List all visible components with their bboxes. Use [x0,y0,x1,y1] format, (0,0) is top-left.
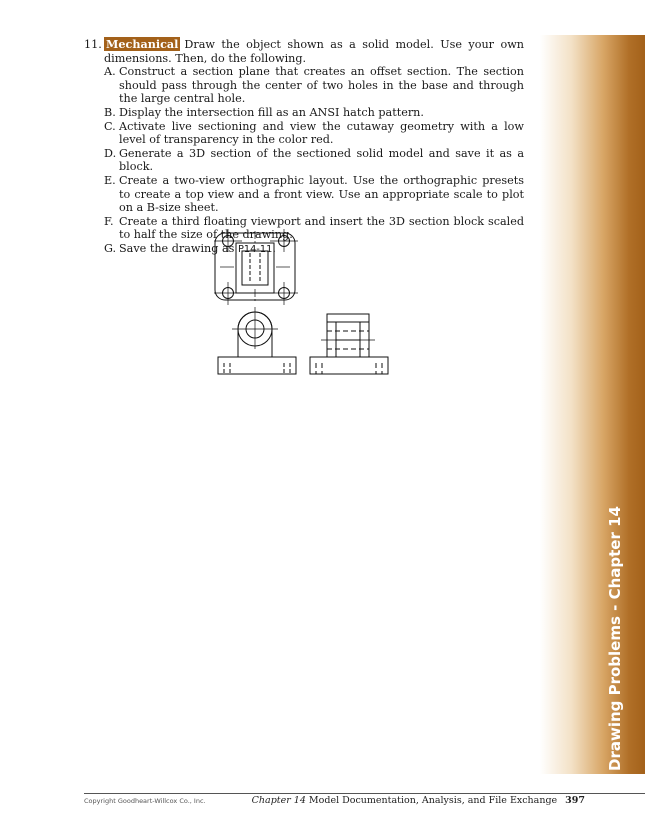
side-view [310,314,388,374]
step-d [84,147,524,174]
problem-intro: Draw the object shown as a solid model. Use your own dimensions. Then, do the following. [104,38,524,65]
step-a [84,65,524,106]
step-text: Display the intersection fill as an ANSI hatch pattern. [119,105,424,119]
boss-outline [242,251,268,285]
copyright-notice: Copyright Goodheart-Willcox Co., Inc. [84,797,206,805]
step-e [84,174,524,215]
step-text-end: . [272,241,276,255]
chapter-sidebar [540,35,645,774]
page-number: 397 [565,795,585,806]
problem-number: 11. [84,38,102,51]
step-letter: B. [104,105,116,119]
step-letter: D. [104,146,117,160]
problem-intro-block [104,38,524,65]
step-letter: G. [104,241,117,255]
problem-11 [84,38,524,257]
step-c [84,120,524,147]
centerlines [214,229,298,305]
chapter-label: Chapter 14 [251,795,306,806]
step-text: Save the drawing as [119,241,238,255]
drawing-filename: P14-11 [237,243,273,255]
chapter-title: Model Documentation, Analysis, and File Exchange [308,795,558,806]
running-footer [252,795,585,806]
category-tag: Mechanical [106,37,179,51]
step-b [84,106,524,120]
step-letter: A. [104,65,116,79]
sidebar-label: Drawing Problems - Chapter 14 [606,506,624,771]
front-view [218,307,296,374]
step-letter: C. [104,119,116,133]
step-text: Generate a 3D section of the sectioned solid model and save it as a block. [119,146,524,174]
top-view [214,229,298,305]
footer-rule [84,793,645,794]
upright-side [327,314,369,357]
step-letter: E. [104,173,116,187]
problem-header [84,38,524,65]
step-letter: F. [104,214,114,228]
step-text: Create a third floating viewport and insert the 3D section block scaled to half the size of the drawing. [119,214,524,242]
step-text: Activate live sectioning and view the cutaway geometry with a low level of transparency in the color red. [119,119,524,147]
orthographic-drawing [200,225,400,385]
step-text: Construct a section plane that creates an offset section. The section should pass through the center of two holes in the base and through the large central hole. [119,65,524,106]
step-text: Create a two-view orthographic layout. Use the orthographic presets to create a top view and a front view. Use an appropriate scale to plot on a B-size sheet. [119,173,524,215]
